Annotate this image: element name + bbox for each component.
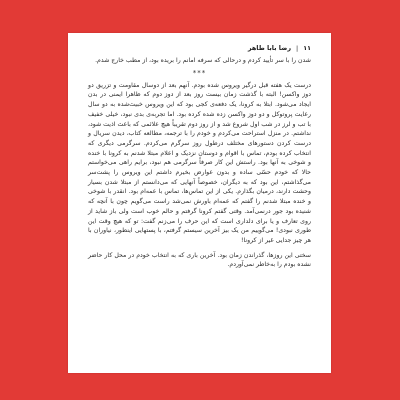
- paragraph-1: شدن را با سر تأیید کردم و درحالی که سرفه امانم را بریده بود، از مطب خارج شدم.: [95, 57, 311, 64]
- paragraph-2: درست یک هفته قبل درگیر ویروس شده بودم. آنهم بعد از دوسال مقاومت و تزریق دو دوز واکسن! البته با گذشت زمان بیست روز بعد از دوز دوم که ظاهرا ایمنی در بدن ایجاد می‌شود. ابتلا به کرونا، یک دفعه‌ی کجی بود که این ویروس خبیث‌شده به دو سال رعایت پروتوکل و دو دوز واکسن زده شده کرده بود. اما تجربه‌ی بدی نبود، خیلی خفیف با تب و لرز در شب اول شروع شد و از روز دوم تقریباً هیچ علائمی که باعث اذیت شود، نداشتم. در منزل استراحت می‌کردم و خودم را با ترجمه، مطالعه کتاب، دیدن سریال و درست کردن دستورهای مختلف درطول روز سرگرم می‌کردم. سرگرمی دیگری که انتخاب کرده بودم، تماس با اقوام و دوستان نزدیک و اعلام مبتلا شدنم به کرونا با خنده و شوخی به آنها بود. راستش این کار صرفاً سرگرمی هم نبود، برایم راهی می‌خواستم حالا که خودم حسّی ساده و بدون عوارض بخیرم داشتم این ویروس را پشت‌سر می‌گذاشتم، این بود که به دیگران، خصوصاً آنهایی که می‌دانستم از مبتلا شدن بسیار وحشت دارند، درمیان بگذارم. یکی از این تماس‌ها، تماس با عمه‌ام بود. انقدر با شوخی و خنده مبتلا شدنم را گفتم که عمه‌ام باورش نمی‌شد راست می‌گویم چون با آنچه که شنیده بود جور درنمی‌آمد. وقتی گفتم کرونا گرفتم و حالم خوب است ولی باز شاید از روی تعارف و یا برای دلداری است که این حرف را می‌زنم گفت: تو که هیچ وقت این طوری نبودی! می‌گوییم من یک بیز آخرین سیستم گرفتم، با پستهایی اینطور، نیاوران با هر چیز جدایی غیر از کرونا!: [88, 81, 311, 244]
- book-page: [68, 33, 331, 373]
- header-separator: |: [296, 44, 299, 52]
- section-divider: ***: [192, 68, 207, 77]
- page-content: [88, 43, 311, 270]
- paragraph-3: سختی این روزها، گذراندن زمان بود. آخرین باری که به انتخاب خودم در محل کار حاضر نشده بودم را به‌خاطر نمی‌آوردم.: [88, 251, 311, 269]
- running-title: رضا بابا طاهر: [247, 44, 292, 52]
- page-header: [88, 43, 311, 53]
- page-number: ۱۱: [303, 44, 311, 52]
